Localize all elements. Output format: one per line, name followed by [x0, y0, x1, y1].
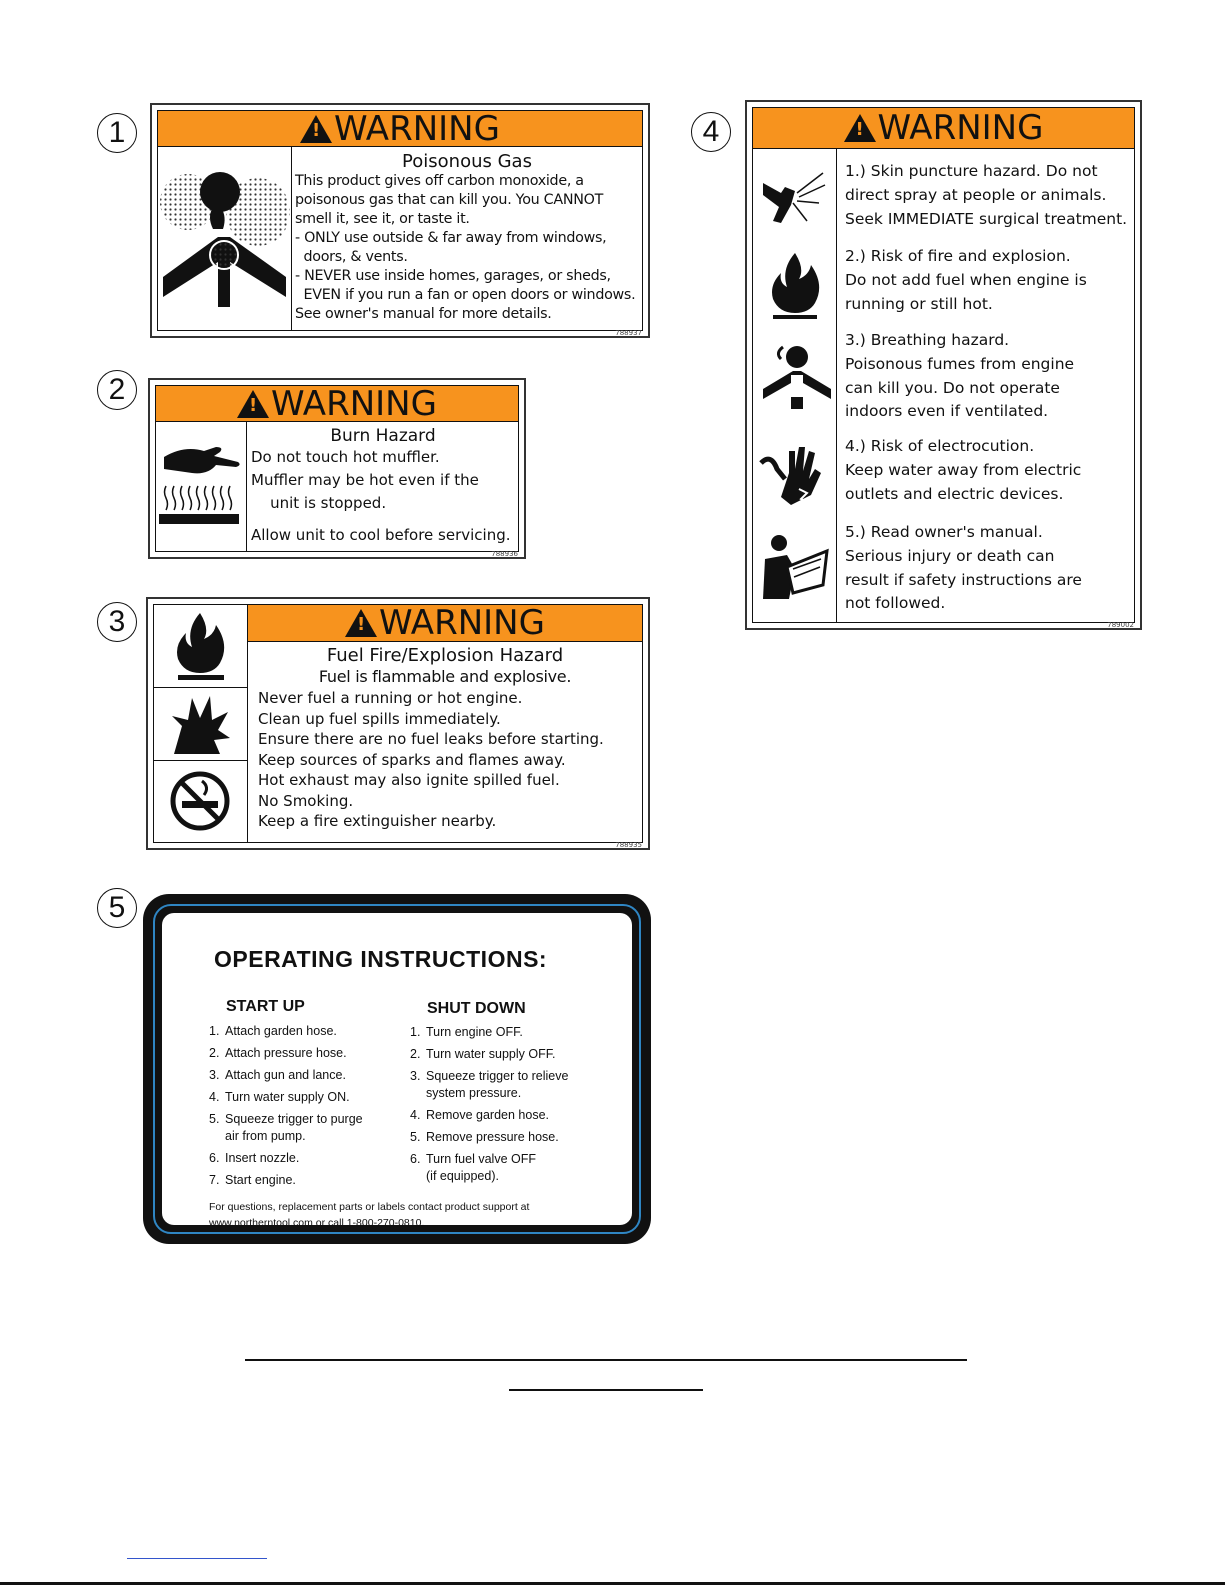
- list-item: 1. Attach garden hose.: [209, 1024, 337, 1038]
- label-number-badge: 2: [97, 370, 137, 410]
- label-title: Burn Hazard: [330, 426, 436, 446]
- warning-triangle-icon: [345, 609, 377, 637]
- label-number-badge: 5: [97, 888, 137, 928]
- list-item-continued: air from pump.: [225, 1129, 306, 1143]
- hazard-row: 5.) Read owner's manual. Serious injury or death can result if safety instructions are not followed.: [845, 523, 1082, 613]
- fire-icon: [154, 605, 247, 688]
- hazard-row: 4.) Risk of electrocution. Keep water away from electric outlets and electric devices.: [845, 437, 1082, 503]
- read-manual-icon: [753, 529, 836, 613]
- label-serial: 788936: [491, 550, 518, 558]
- operating-instructions-label: [143, 894, 651, 1244]
- warning-header: ! WARNING: [158, 111, 642, 147]
- list-item: 5. Remove pressure hose.: [410, 1130, 559, 1144]
- signature-line: [245, 1359, 967, 1361]
- warning-triangle-icon: [844, 114, 876, 142]
- start-up-heading: START UP: [226, 998, 305, 1015]
- no-smoking-icon: [154, 761, 247, 843]
- label-title: Fuel Fire/Explosion Hazard: [326, 645, 564, 666]
- label-serial: 788937: [615, 329, 642, 337]
- warning-header: ! WARNING: [753, 108, 1134, 149]
- list-item: 4. Remove garden hose.: [410, 1108, 549, 1122]
- warning-label-burn-hazard: [148, 378, 526, 559]
- warning-label-poisonous-gas: [150, 103, 650, 338]
- hazard-row: 2.) Risk of fire and explosion. Do not add fuel when engine is running or still hot.: [845, 247, 1087, 313]
- shut-down-heading: SHUT DOWN: [427, 1000, 526, 1017]
- fire-icon: [753, 249, 836, 328]
- support-footer: For questions, replacement parts or labels contact product support at www.northerntool.com or call 1-800-270-0810.: [209, 1201, 530, 1229]
- skin-puncture-icon: [753, 163, 836, 247]
- list-item: 1. Turn engine OFF.: [410, 1025, 523, 1039]
- label-serial: 789002: [1107, 621, 1134, 629]
- list-item: 3. Squeeze trigger to relieve: [410, 1069, 569, 1083]
- label-body: Do not touch hot muffler. Muffler may be hot even if the unit is stopped. Allow unit to cool before servicing.: [251, 448, 511, 544]
- list-item: 5. Squeeze trigger to purge: [209, 1112, 363, 1126]
- label-number-badge: 1: [97, 113, 137, 153]
- label-serial: 788935: [615, 841, 642, 849]
- label-number-badge: 3: [97, 602, 137, 642]
- label-title: Poisonous Gas: [402, 151, 532, 172]
- warning-label-multi-hazard: [745, 100, 1142, 630]
- short-rule: [509, 1389, 703, 1391]
- label-body: Never fuel a running or hot engine. Clean up fuel spills immediately. Ensure there are no fuel leaks before starting. Keep sources of sparks and flames away. Hot exhaust may also ignite spilled fuel. No Smoking. Keep a fire extinguisher nearby.: [258, 689, 604, 830]
- warning-header: ! WARNING: [156, 386, 518, 422]
- poisonous-gas-icon: [158, 147, 292, 330]
- list-item: 2. Turn water supply OFF.: [410, 1047, 556, 1061]
- hazard-row: 3.) Breathing hazard. Poisonous fumes from engine can kill you. Do not operate indoors even if ventilated.: [845, 331, 1075, 421]
- list-item: 6. Turn fuel valve OFF: [410, 1152, 536, 1166]
- footer-link-underline: [127, 1558, 267, 1559]
- explosion-icon: [154, 688, 247, 761]
- label-number-badge: 4: [691, 112, 731, 152]
- hazard-row: 1.) Skin puncture hazard. Do not direct spray at people or animals. Seek IMMEDIATE surgical treatment.: [845, 162, 1128, 228]
- label-body: This product gives off carbon monoxide, a poisonous gas that can kill you. You CANNOT smell it, see it, or taste it. - ONLY use outside & far away from windows, doors, & vents. - NEVER use inside homes, garages, or sheds, EVEN if you run a fan or open doors or windows. See owner's manual for more details.: [295, 173, 636, 322]
- label-body: [837, 149, 1134, 622]
- warning-label-fuel-fire: [146, 597, 650, 850]
- electrocution-icon: [753, 443, 836, 527]
- breathing-hazard-icon: [753, 339, 836, 418]
- warning-triangle-icon: [300, 115, 332, 143]
- list-item: 7. Start engine.: [209, 1173, 296, 1187]
- list-item: 6. Insert nozzle.: [209, 1151, 300, 1165]
- list-item: 4. Turn water supply ON.: [209, 1090, 350, 1104]
- list-item: 2. Attach pressure hose.: [209, 1046, 347, 1060]
- label-subtitle: Fuel is flammable and explosive.: [318, 667, 572, 686]
- list-item: 3. Attach gun and lance.: [209, 1068, 346, 1082]
- warning-header: ! WARNING: [248, 605, 642, 642]
- list-item-continued: system pressure.: [426, 1086, 522, 1100]
- hot-surface-icon: [156, 422, 247, 551]
- warning-triangle-icon: [237, 390, 269, 418]
- list-item-continued: (if equipped).: [426, 1169, 499, 1183]
- operating-title: OPERATING INSTRUCTIONS:: [214, 946, 548, 972]
